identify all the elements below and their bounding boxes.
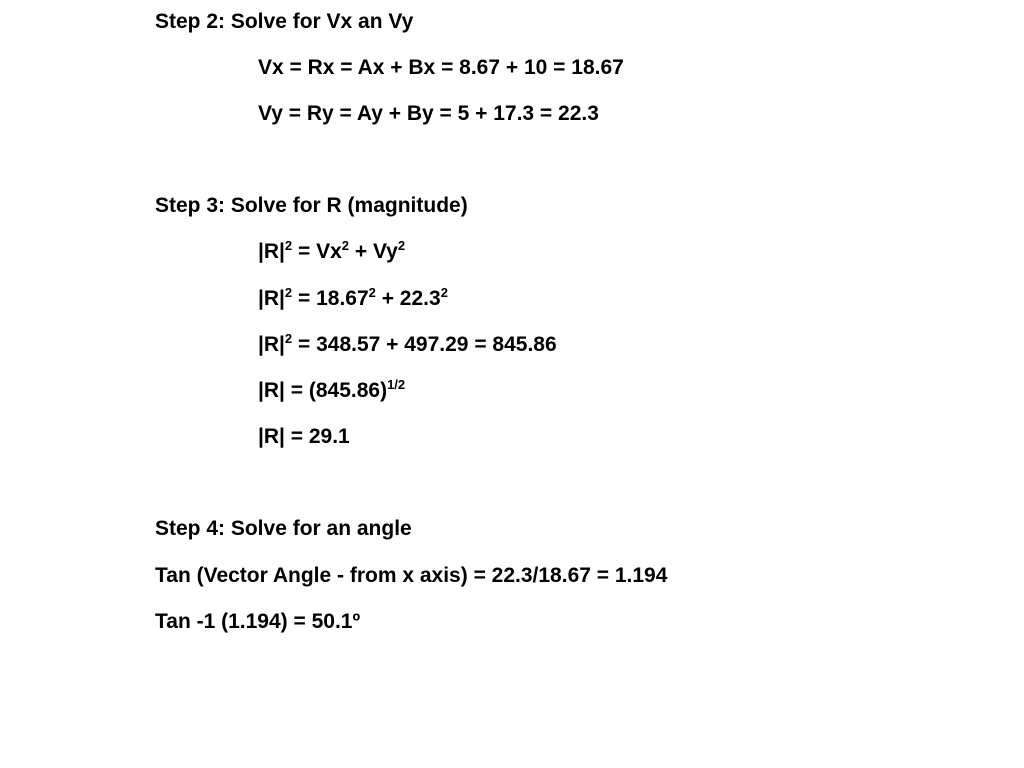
eq3-lhs-exponent: 2: [284, 331, 293, 346]
eq2-lhs-exponent: 2: [284, 285, 293, 300]
step2-heading: Step 2: Solve for Vx an Vy: [155, 10, 414, 33]
eq1-term1-exponent: 2: [341, 238, 350, 253]
step4-arctan-equation: Tan -1 (1.194) = 50.1º: [155, 610, 361, 633]
eq3-rest: = 348.57 + 497.29 = 845.86: [292, 333, 557, 356]
eq2-term2: + 22.3: [375, 287, 441, 310]
step3-heading: Step 3: Solve for R (magnitude): [155, 194, 468, 217]
eq2-term1: = 18.67: [292, 287, 369, 310]
eq4-exponent: 1/2: [387, 377, 406, 392]
step2-vy-equation: Vy = Ry = Ay + By = 5 + 17.3 = 22.3: [258, 102, 599, 125]
eq2-term1-exponent: 2: [368, 285, 376, 300]
eq1-term1: = Vx: [292, 240, 342, 263]
step4-tan-equation: Tan (Vector Angle - from x axis) = 22.3/18.67 = 1.194: [155, 564, 668, 587]
eq1-lhs-exponent: 2: [284, 238, 293, 253]
step4-heading: Step 4: Solve for an angle: [155, 517, 412, 540]
eq4-text: |R| = (845.86): [258, 379, 388, 402]
eq2-lhs: |R|: [258, 287, 285, 310]
step3-equation-3: [258, 333, 557, 357]
step3-equation-1: [258, 240, 405, 264]
eq1-lhs: |R|: [258, 240, 285, 263]
step3-equation-5: |R| = 29.1: [258, 425, 350, 448]
eq1-term2: + Vy: [349, 240, 398, 263]
eq1-term2-exponent: 2: [397, 238, 406, 253]
step3-equation-2: [258, 287, 448, 311]
eq2-term2-exponent: 2: [440, 285, 448, 300]
step3-equation-4: [258, 379, 405, 403]
step2-vx-equation: Vx = Rx = Ax + Bx = 8.67 + 10 = 18.67: [258, 56, 624, 79]
eq3-lhs: |R|: [258, 333, 285, 356]
